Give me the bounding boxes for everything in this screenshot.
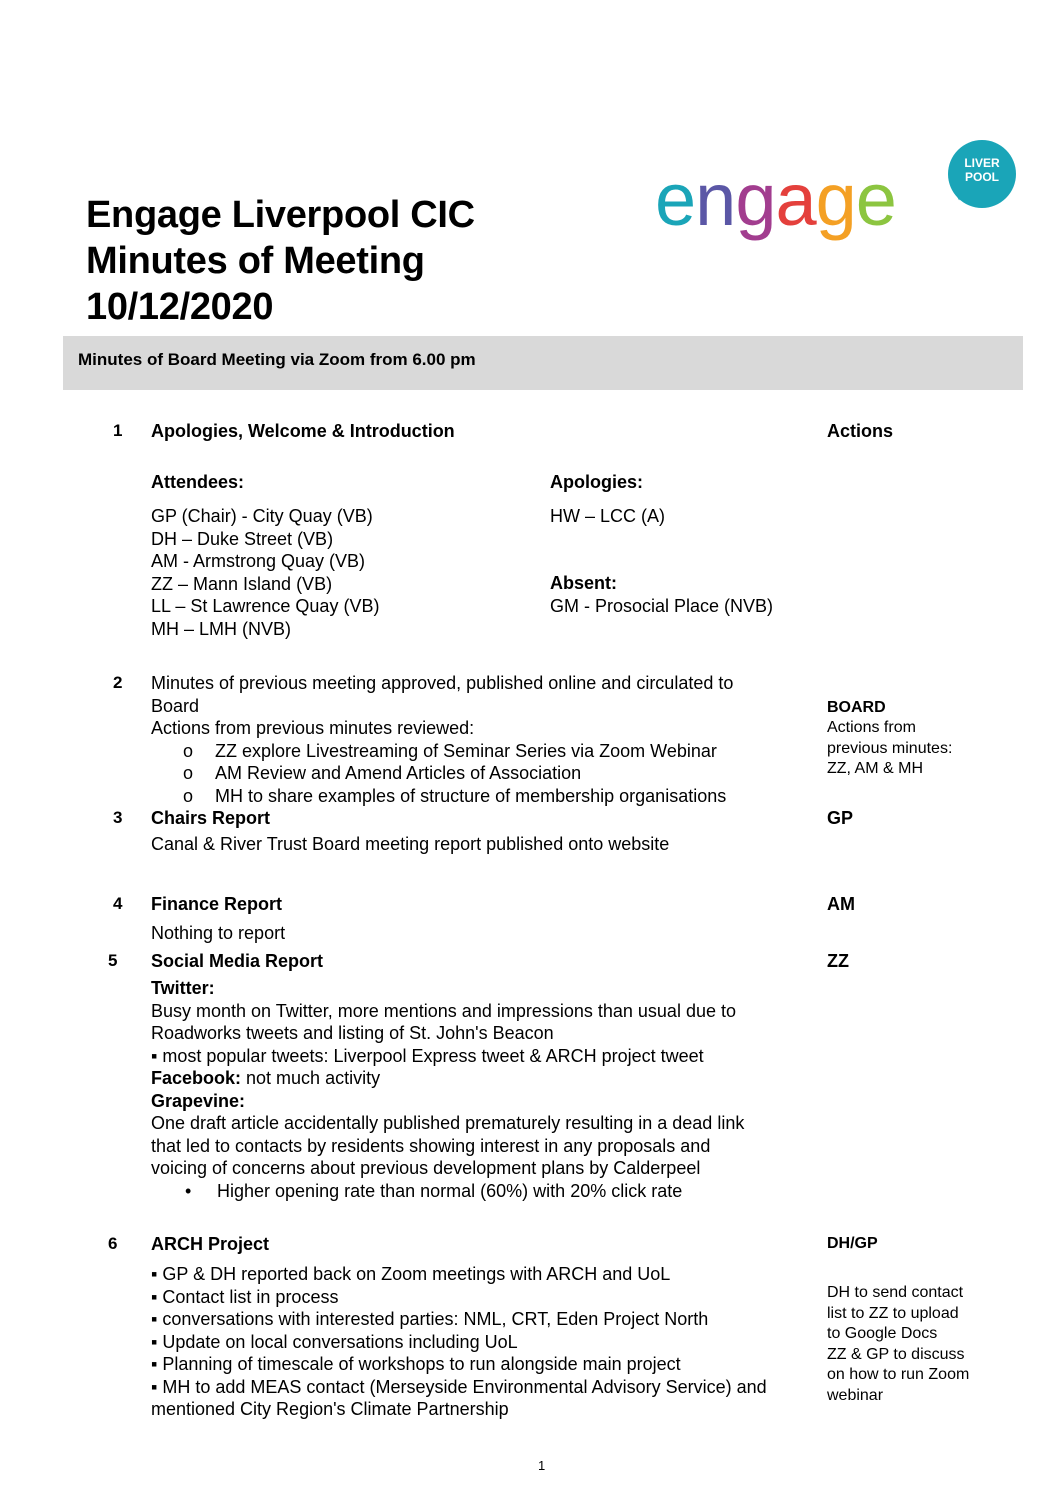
item-1-number: 1 bbox=[113, 421, 123, 440]
action-line: Actions from bbox=[827, 719, 916, 736]
bullet-marker: o bbox=[183, 763, 194, 783]
action-line: webinar bbox=[827, 1386, 884, 1404]
subtitle-text: Minutes of Board Meeting via Zoom from 6.00 pm bbox=[78, 350, 476, 369]
title-line-3: 10/12/2020 bbox=[86, 286, 274, 328]
item-6-line: mentioned City Region's Climate Partnership bbox=[151, 1399, 509, 1419]
item-4-text: Nothing to report bbox=[151, 923, 286, 943]
facebook-text: not much activity bbox=[241, 1068, 381, 1088]
logo-letter: e bbox=[655, 158, 696, 241]
facebook-line bbox=[151, 1067, 744, 1090]
item-2-line: Actions from previous minutes reviewed: bbox=[151, 718, 475, 738]
item-2-bullet bbox=[151, 785, 733, 808]
facebook-label: Facebook: bbox=[151, 1068, 242, 1088]
attendees-label: Attendees: bbox=[151, 472, 245, 492]
document-title bbox=[86, 192, 475, 330]
logo-bubble-line-1: LIVER bbox=[964, 156, 1000, 170]
item-4-number: 4 bbox=[113, 894, 123, 913]
logo-bubble-line-2: POOL bbox=[964, 170, 999, 184]
item-4-title: Finance Report bbox=[151, 894, 283, 914]
item-5-number: 5 bbox=[108, 951, 118, 970]
action-line: ZZ & GP to discuss bbox=[827, 1345, 965, 1363]
action-line: list to ZZ to upload bbox=[827, 1304, 959, 1322]
logo-letter: g bbox=[735, 158, 776, 241]
logo-letter: a bbox=[775, 158, 816, 241]
logo-letter: e bbox=[855, 158, 896, 241]
item-2-bullet bbox=[151, 762, 733, 785]
item-2-bullet bbox=[151, 740, 733, 763]
item-2-action-text bbox=[827, 718, 952, 780]
item-6-number: 6 bbox=[108, 1234, 118, 1253]
twitter-line: Busy month on Twitter, more mentions and impressions than usual due to bbox=[151, 1000, 736, 1021]
item-3-text: Canal & River Trust Board meeting report published onto website bbox=[151, 834, 670, 854]
item-3-title: Chairs Report bbox=[151, 808, 271, 828]
item-6-action-title: DH/GP bbox=[827, 1235, 878, 1252]
twitter-label: Twitter: bbox=[151, 978, 215, 998]
attendee-item: ZZ – Mann Island (VB) bbox=[151, 573, 333, 594]
action-line: ZZ, AM & MH bbox=[827, 760, 923, 777]
item-2-number: 2 bbox=[113, 673, 123, 692]
bullet-marker: o bbox=[183, 785, 194, 806]
item-2-body bbox=[151, 672, 733, 807]
engage-liverpool-logo bbox=[655, 140, 1015, 250]
twitter-line: ▪ most popular tweets: Liverpool Express tweet & ARCH project tweet bbox=[151, 1045, 704, 1066]
title-line-2: Minutes of Meeting bbox=[86, 240, 425, 282]
attendee-list bbox=[151, 505, 379, 640]
logo-wordmark bbox=[655, 160, 896, 240]
bullet-text: MH to share examples of structure of membership organisations bbox=[215, 785, 727, 806]
action-line: to Google Docs bbox=[827, 1325, 938, 1342]
apologies-label: Apologies: bbox=[550, 472, 643, 492]
twitter-line: Roadworks tweets and listing of St. John's Beacon bbox=[151, 1023, 554, 1043]
title-line-1: Engage Liverpool CIC bbox=[86, 194, 475, 236]
item-5-title: Social Media Report bbox=[151, 951, 324, 971]
item-6-line: ▪ conversations with interested parties: NML, CRT, Eden Project North bbox=[151, 1309, 709, 1329]
attendee-item: DH – Duke Street (VB) bbox=[151, 528, 334, 549]
logo-letter: n bbox=[695, 158, 736, 241]
item-1-title: Apologies, Welcome & Introduction bbox=[151, 421, 455, 441]
item-2-line: Minutes of previous meeting approved, published online and circulated to bbox=[151, 673, 734, 693]
apologies-text: HW – LCC (A) bbox=[550, 506, 666, 526]
item-6-title: ARCH Project bbox=[151, 1234, 270, 1254]
item-3-number: 3 bbox=[113, 808, 123, 827]
action-line: DH to send contact bbox=[827, 1284, 964, 1301]
absent-label: Absent: bbox=[550, 573, 617, 593]
item-6-line: ▪ MH to add MEAS contact (Merseyside Environmental Advisory Service) and bbox=[151, 1376, 767, 1397]
bullet-text: AM Review and Amend Articles of Association bbox=[215, 763, 582, 783]
action-line: on how to run Zoom bbox=[827, 1366, 970, 1383]
grapevine-line: One draft article accidentally published prematurely resulting in a dead link bbox=[151, 1113, 745, 1133]
item-6-line: ▪ Planning of timescale of workshops to run alongside main project bbox=[151, 1354, 681, 1374]
item-6-line: ▪ Contact list in process bbox=[151, 1286, 339, 1307]
item-5-body bbox=[151, 977, 744, 1202]
item-3-action: GP bbox=[827, 808, 854, 828]
absent-text: GM - Prosocial Place (NVB) bbox=[550, 596, 774, 616]
item-6-body bbox=[151, 1263, 767, 1421]
item-2-action-title: BOARD bbox=[827, 699, 886, 716]
attendee-item: GP (Chair) - City Quay (VB) bbox=[151, 506, 373, 526]
bullet-marker: o bbox=[183, 740, 194, 761]
item-2-line: Board bbox=[151, 695, 200, 716]
actions-header: Actions bbox=[827, 421, 894, 441]
item-6-line: ▪ GP & DH reported back on Zoom meetings with ARCH and UoL bbox=[151, 1264, 671, 1284]
attendee-item: LL – St Lawrence Quay (VB) bbox=[151, 596, 380, 616]
logo-letter: g bbox=[815, 158, 856, 241]
item-6-line: ▪ Update on local conversations including UoL bbox=[151, 1331, 518, 1352]
grapevine-bullet bbox=[151, 1180, 744, 1203]
grapevine-label: Grapevine: bbox=[151, 1090, 246, 1111]
grapevine-line: that led to contacts by residents showing interest in any proposals and bbox=[151, 1135, 711, 1156]
page-number: 1 bbox=[538, 1458, 546, 1473]
bullet-text: ZZ explore Livestreaming of Seminar Series via Zoom Webinar bbox=[215, 740, 717, 761]
logo-bubble-text bbox=[948, 156, 1016, 184]
attendee-item: MH – LMH (NVB) bbox=[151, 618, 292, 639]
grapevine-line: voicing of concerns about previous development plans by Calderpeel bbox=[151, 1158, 701, 1178]
bullet-marker: • bbox=[185, 1180, 192, 1201]
action-line: previous minutes: bbox=[827, 739, 953, 757]
item-4-action: AM bbox=[827, 894, 855, 914]
item-6-action-text bbox=[827, 1283, 969, 1406]
attendee-item: AM - Armstrong Quay (VB) bbox=[151, 551, 366, 571]
bullet-text: Higher opening rate than normal (60%) with 20% click rate bbox=[217, 1180, 683, 1201]
item-5-action: ZZ bbox=[827, 951, 849, 971]
